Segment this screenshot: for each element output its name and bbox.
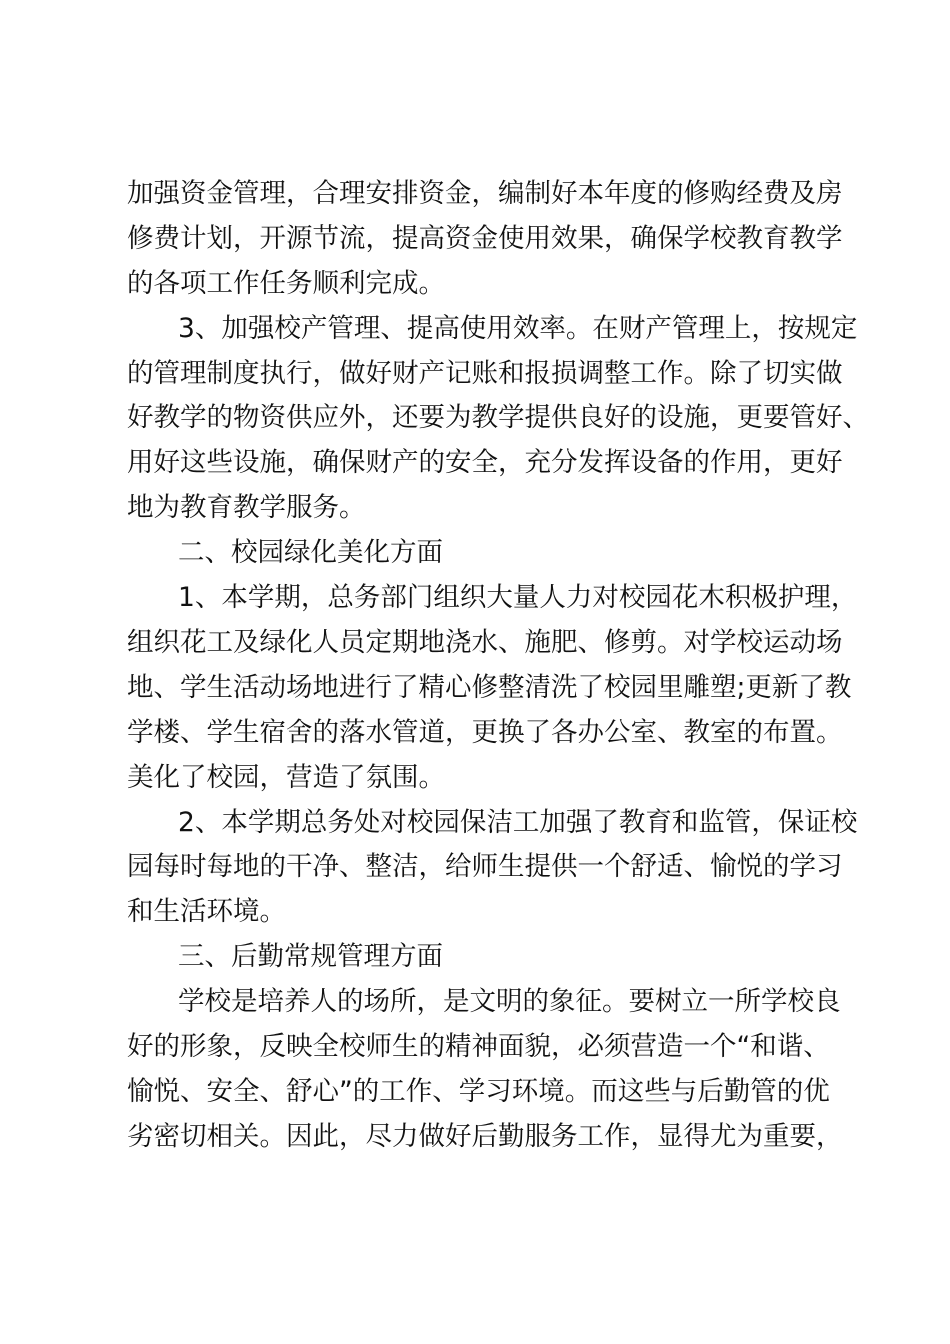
text-line-1: 加强资金管理，合理安排资金，编制好本年度的修购经费及房: [127, 178, 843, 209]
text-line-5: 的管理制度执行，做好财产记账和报损调整工作。除了切实做: [127, 358, 843, 389]
text-line-22: 劣密切相关。因此，尽力做好后勤服务工作，显得尤为重要，: [127, 1121, 843, 1152]
text-line-6: 好教学的物资供应外，还要为教学提供良好的设施，更要管好、: [127, 402, 869, 433]
text-line-3: 的各项工作任务顺利完成。: [127, 268, 445, 299]
section-heading-2: 二、校园绿化美化方面: [178, 537, 443, 568]
text-line-4: 3、加强校产管理、提高使用效率。在财产管理上，按规定: [178, 313, 858, 344]
text-line-20: 好的形象，反映全校师生的精神面貌，必须营造一个“和谐、: [127, 1031, 830, 1062]
text-line-8: 地为教育教学服务。: [127, 492, 366, 523]
text-line-16: 园每时每地的干净、整洁，给师生提供一个舒适、愉悦的学习: [127, 851, 843, 882]
text-line-11: 组织花工及绿化人员定期地浇水、施肥、修剪。对学校运动场: [127, 627, 843, 658]
text-line-2: 修费计划，开源节流，提高资金使用效果，确保学校教育教学: [127, 223, 843, 254]
section-heading-3: 三、后勤常规管理方面: [178, 941, 443, 972]
text-line-21: 愉悦、安全、舒心”的工作、学习环境。而这些与后勤管的优: [127, 1076, 830, 1107]
text-line-12: 地、学生活动场地进行了精心修整清洗了校园里雕塑;更新了教: [127, 672, 852, 703]
text-line-15: 2、本学期总务处对校园保洁工加强了教育和监管，保证校: [178, 807, 858, 838]
text-line-13: 学楼、学生宿舍的落水管道，更换了各办公室、教室的布置。: [127, 717, 843, 748]
text-line-14: 美化了校园，营造了氛围。: [127, 762, 445, 793]
text-line-10: 1、本学期，总务部门组织大量人力对校园花木积极护理，: [178, 582, 858, 613]
text-line-7: 用好这些设施，确保财产的安全，充分发挥设备的作用，更好: [127, 447, 843, 478]
text-line-19: 学校是培养人的场所，是文明的象征。要树立一所学校良: [178, 986, 841, 1017]
text-line-17: 和生活环境。: [127, 896, 286, 927]
